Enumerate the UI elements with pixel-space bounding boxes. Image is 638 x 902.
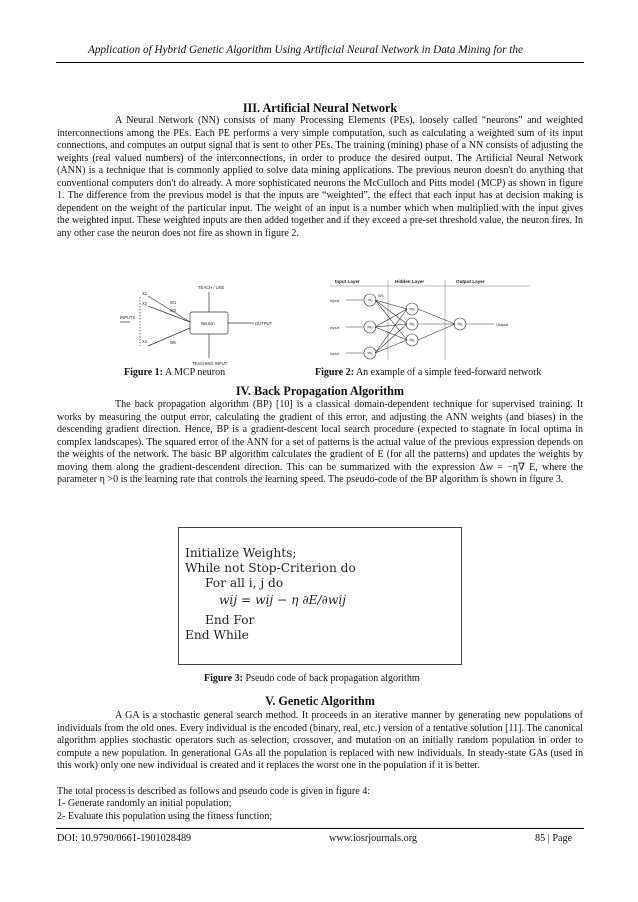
- fig2-node-label: PE: [409, 337, 415, 343]
- ga-step-1: 1- Generate randomly an initial population;: [57, 798, 232, 809]
- fig2-label-output-layer: Output Layer: [456, 279, 485, 284]
- figure3-caption: [204, 673, 420, 684]
- fig2-node-label: PE: [367, 324, 373, 330]
- bp-paragraph: [57, 399, 583, 487]
- fig1-label-xn: Xn: [142, 339, 148, 344]
- mcp-neuron-diagram: [120, 282, 282, 368]
- footer-doi: DOI: 10.9790/0661-1901028489: [57, 833, 192, 844]
- figure3-label: Figure 3:: [204, 673, 243, 684]
- figure1-caption: [124, 367, 225, 378]
- pseudo-formula: wij = wij − η ∂E/∂wij: [219, 593, 347, 607]
- pseudo-line-5: End While: [185, 628, 249, 642]
- fig1-label-teach: TEACH / USE: [198, 285, 225, 290]
- fig1-label-x2: X2: [142, 301, 148, 306]
- running-header: Application of Hybrid Genetic Algorithm Using Artificial Neural Network in Data Mining for the: [88, 44, 523, 56]
- header-rule: [56, 62, 584, 63]
- footer-website: www.iosrjournals.org: [329, 833, 418, 844]
- figure1-label: Figure 1:: [124, 367, 163, 378]
- fig2-node-label: PE: [409, 321, 415, 327]
- fig1-label-neuron: Neuron: [201, 321, 215, 326]
- fig2-label-input-layer: Input Layer: [335, 279, 360, 284]
- figure2-caption-text: An example of a simple feed-forward network: [355, 367, 542, 378]
- pseudo-line-3: For all i, j do: [205, 576, 284, 590]
- ann-paragraph: [57, 115, 583, 240]
- fig2-node-label: PE: [367, 297, 373, 303]
- ga-paragraph-text: A GA is a stochastic general search method. It proceeds in an iterative manner by generating new populations of individuals from the old ones. Every individual is the encoded (binary, real, etc.) version of a tentative solution [11]. The canonical algorithm applies stochastic operators such as selection, crossover, and mutation on an initially random population in order to compute a new population. In generational GAs all the population is replaced with new individuals. In steady-state GAs (used in this work) only one new individual is created and it replaces the worst one in the population if it is better.: [57, 710, 583, 772]
- fig2-label-output: Output: [496, 322, 509, 327]
- pseudo-line-2: While not Stop-Criterion do: [185, 561, 356, 575]
- pseudo-line-1: Initialize Weights;: [185, 546, 297, 560]
- fig2-label-hidden-layer: Hidden Layer: [395, 279, 425, 284]
- fig2-label-weight: W1: [378, 293, 384, 298]
- fig1-label-w2: W2: [170, 308, 177, 313]
- ga-paragraph: [57, 710, 583, 773]
- section-heading-ann: III. Artificial Neural Network: [242, 101, 398, 115]
- pseudo-code-figure: [178, 527, 462, 665]
- figure1-caption-text: A MCP neuron: [164, 367, 226, 378]
- fig2-label-input-2: Input: [330, 325, 339, 330]
- footer-page-number: 85 | Page: [535, 833, 573, 844]
- figure3-caption-text: Pseudo code of back propagation algorithm: [245, 673, 420, 684]
- ga-step-2: 2- Evaluate this population using the fitness function;: [57, 811, 273, 822]
- fig1-label-teaching-input: TEACHING INPUT: [192, 361, 228, 366]
- fig1-label-w1: W1: [170, 300, 177, 305]
- ga-process-intro: The total process is described as follows and pseudo code is given in figure 4:: [57, 786, 371, 797]
- ann-paragraph-text: A Neural Network (NN) consists of many Processing Elements (PEs), loosely called “neurons” and weighted interconnections among the PEs. Each PE performs a very simple computation, such as calculating a weighted sum of its input connections, and computes an output signal that is sent to other PEs. The training (mining) phase of a NN consists of adjusting the weights (real valued numbers) of the interconnections, in order to produce the desired output. The Artificial Neural Network (ANN) is a technique that is commonly applied to solve data mining applications. The previous neuron doesn't do anything that conventional computers don't do already. A more sophisticated neurons the McCulloch and Pitts model (MCP) as shown in figure 1. The difference from the previous model is that the inputs are “weighted”, the effect that each input has at decision making is dependent on the weight of the particular input. The weight of an input is a number which when multiplied with the input gives the weighted input. These weighted inputs are then added together and if they exceed a pre-set threshold value, the neuron fires. In any other case the neuron does not fire as shown in figure 2.: [57, 115, 583, 239]
- fig1-label-inputs: INPUTS: [120, 315, 136, 320]
- fig1-label-output: OUTPUT: [255, 321, 273, 326]
- footer-rule: [56, 828, 584, 829]
- fig1-label-x1: X1: [142, 291, 148, 296]
- pseudo-line-4: End For: [205, 613, 255, 627]
- figure2-caption: [315, 367, 541, 378]
- section-heading-ga: V. Genetic Algorithm: [265, 694, 375, 708]
- figure2-label: Figure 2:: [315, 367, 354, 378]
- feedforward-network-diagram: [330, 276, 530, 364]
- section-heading-bp: IV. Back Propagation Algorithm: [235, 384, 405, 398]
- fig2-node-label: PE: [457, 321, 463, 327]
- fig2-label-input-1: Input: [330, 298, 339, 303]
- fig2-node-label: PE: [367, 350, 373, 356]
- fig2-node-label: PE: [409, 306, 415, 312]
- bp-paragraph-text: The back propagation algorithm (BP) [10] is a classical domain-dependent technique for supervised training. It works by measuring the output error, calculating the gradient of this error, and adjusting the ANN weights (and biases) in the descending gradient direction. Hence, BP is a gradient-descent local search procedure (expected to stagnate in local optima in complex landscapes). The squared error of the ANN for a set of patterns is the actual value of the previous expression depends on the weights of the network. The basic BP algorithm calculates the gradient of E (for all the patterns) and updates the weights by moving them along the gradient-descendent direction. This can be summarized with the expression Δw = −η∇ E, where the parameter η >0 is the learning rate that controls the learning speed. The pseudo-code of the BP algorithm is shown in figure 3.: [57, 399, 583, 486]
- fig2-label-input-3: Input: [330, 351, 339, 356]
- fig1-label-wn: Wn: [170, 340, 177, 345]
